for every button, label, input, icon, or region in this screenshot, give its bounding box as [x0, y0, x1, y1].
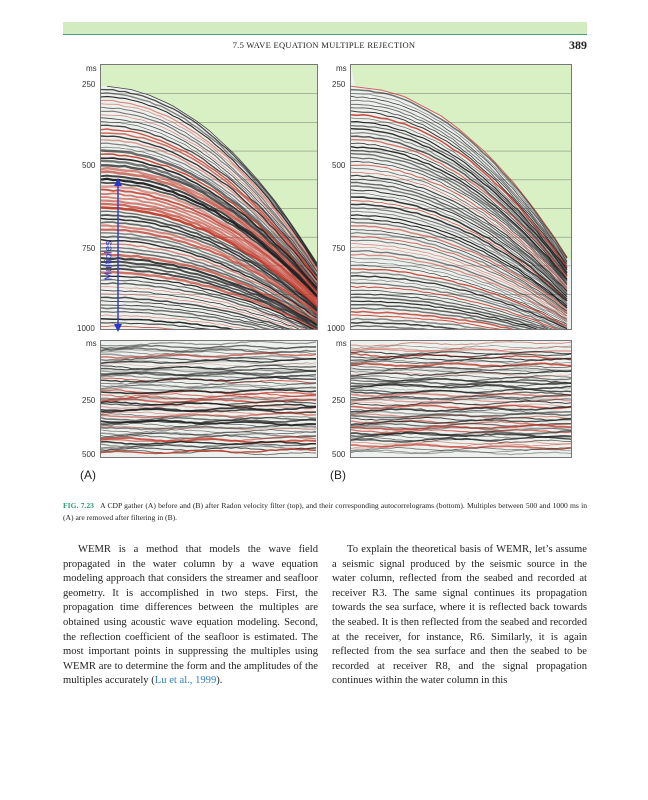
paragraph-left: WEMR is a method that models the wave field propagated in the water column by a wave equation modeling approach that considers the streamer and seafloor geometry. It is accomplished in two steps. First, the propagation time differences between the multiples are obtained using acoustic wave equation modeling. Second, the reflection coefficient of the seafloor is estimated. The most important points in suppressing the multiples using WEMR are to determine the form and the amplitudes of the multiples accurately (Lu et al., 1999).	[63, 544, 318, 687]
multiples-label: Multiples	[103, 240, 115, 281]
tick-b-ms: ms	[336, 64, 347, 73]
tick-b-750: 750	[332, 244, 346, 253]
tick-b-500: 500	[332, 161, 346, 170]
gather-panel-b	[350, 64, 572, 330]
autocorrelation-event	[351, 342, 571, 347]
tick-b2-250: 250	[332, 396, 346, 405]
autocorrelation-event	[351, 430, 571, 433]
autocorrelogram-panel-a	[100, 340, 318, 458]
autocorrelogram-b	[351, 341, 571, 457]
tick-b-1000: 1000	[327, 324, 345, 333]
autocorrelation-event	[101, 402, 316, 407]
tick-b2-ms: ms	[336, 339, 347, 348]
autocorrelogram-panel-b	[350, 340, 572, 458]
autocorrelation-event	[101, 405, 316, 408]
autocorrelation-event	[101, 429, 316, 432]
paragraph-right: To explain the theoretical basis of WEMR, let’s assume a seismic signal produced by the seismic source in the water column, reflected from the seabed and recorded at receiver R3. The same signal continues its propagation towards the sea surface, where it is reflected back towards the seabed. It is then reflected from the seabed and recorded at the receiver, for instance, R6. Similarly, it is again reflected from the sea surface and then the seabed to be recorded at receiver R8, and the signal propagation continues within the water column in this	[332, 544, 587, 687]
caption-text: A CDP gather (A) before and (B) after Radon velocity filter (top), and their corresponding autocorrelograms (bottom). Multiples between 500 and 1000 ms in (A) are removed after filtering in (B).	[63, 501, 588, 522]
tick-b2-500: 500	[332, 450, 346, 459]
autocorrelation-event	[101, 365, 316, 370]
running-head: 7.5 WAVE EQUATION MULTIPLE REJECTION	[232, 40, 416, 50]
autocorrelation-event	[101, 442, 316, 445]
tick-a-750: 750	[82, 244, 96, 253]
body-column-left	[63, 543, 318, 689]
tick-a2-ms: ms	[86, 339, 97, 348]
tick-a-250: 250	[82, 80, 96, 89]
tick-a-ms: ms	[86, 64, 97, 73]
citation-link[interactable]: Lu et al., 1999	[154, 675, 217, 687]
autocorrelation-event	[351, 437, 571, 442]
tick-b-250: 250	[332, 80, 346, 89]
seismic-gather-b	[351, 65, 571, 329]
autocorrelation-event	[351, 402, 571, 407]
panel-label-a: (A)	[80, 468, 96, 482]
autocorrelation-event	[101, 449, 316, 454]
autocorrelogram-a	[101, 341, 317, 457]
gather-panel-a	[100, 64, 318, 330]
tick-a2-500: 500	[82, 450, 96, 459]
figure-label: FIG. 7.23	[63, 501, 94, 510]
autocorrelation-event	[351, 441, 571, 444]
tick-a2-250: 250	[82, 396, 96, 405]
tick-a-500: 500	[82, 161, 96, 170]
autocorrelation-event	[101, 418, 316, 421]
page-number: 389	[569, 38, 587, 52]
seismic-gather-a	[101, 65, 317, 329]
header-rule	[63, 34, 587, 35]
autocorrelation-event	[101, 341, 316, 346]
panel-label-b: (B)	[330, 468, 346, 482]
body-column-right	[332, 543, 587, 689]
figure-caption	[63, 500, 587, 524]
header-band	[63, 22, 587, 34]
tick-a-1000: 1000	[77, 324, 95, 333]
